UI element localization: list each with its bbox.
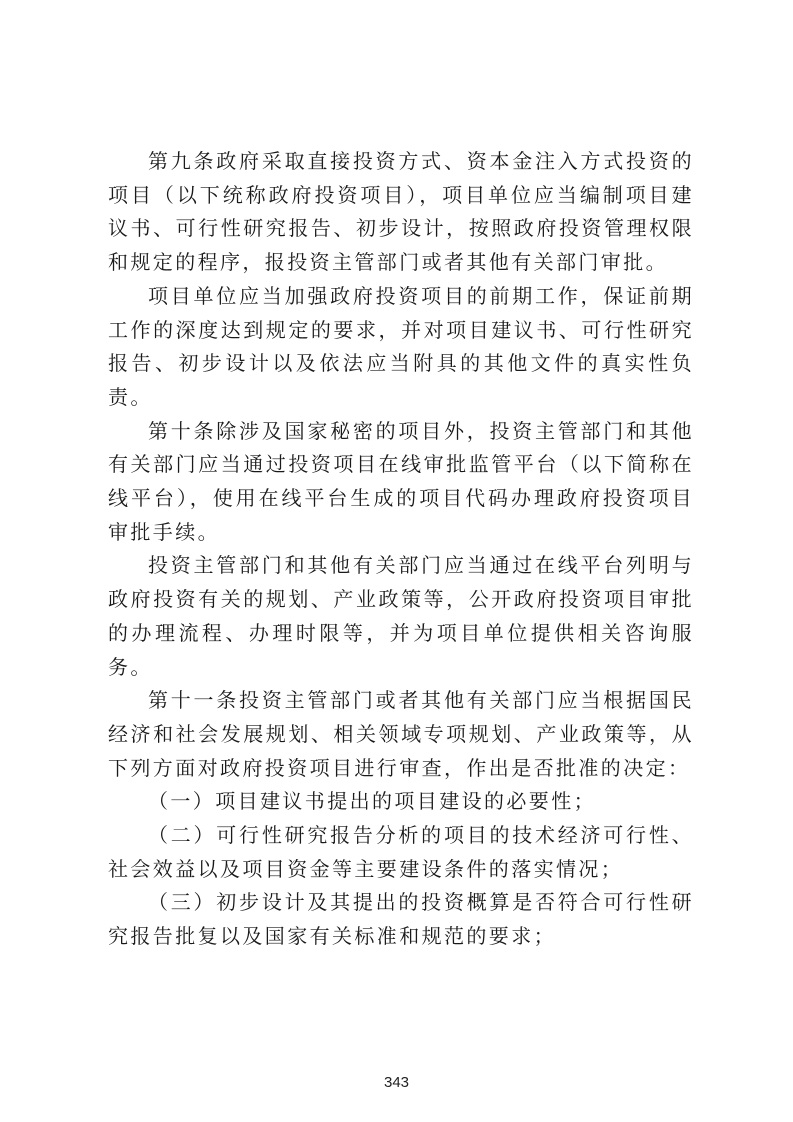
page-number: 343: [383, 1074, 410, 1091]
paragraph-article-11: 第十一条投资主管部门或者其他有关部门应当根据国民经济和社会发展规划、相关领域专项规划、产业政策等，从下列方面对政府投资项目进行审查，作出是否批准的决定：: [108, 688, 694, 780]
list-item-2: （二）可行性研究报告分析的项目的技术经济可行性、社会效益以及项目资金等主要建设条件的落实情况；: [108, 823, 694, 881]
paragraph-article-10: 第十条除涉及国家秘密的项目外，投资主管部门和其他有关部门应当通过投资项目在线审批监管平台（以下简称在线平台），使用在线平台生成的项目代码办理政府投资项目审批手续。: [108, 418, 694, 544]
paragraph-article-9: 第九条政府采取直接投资方式、资本金注入方式投资的项目（以下统称政府投资项目），项目单位应当编制项目建议书、可行性研究报告、初步设计，按照政府投资管理权限和规定的程序，报投资主管部门或者其他有关部门审批。: [108, 149, 694, 275]
list-item-3: （三）初步设计及其提出的投资概算是否符合可行性研究报告批复以及国家有关标准和规范的要求；: [108, 890, 694, 949]
paragraph-article-9-cont: 项目单位应当加强政府投资项目的前期工作，保证前期工作的深度达到规定的要求，并对项目建议书、可行性研究报告、初步设计以及依法应当附具的其他文件的真实性负责。: [108, 283, 694, 409]
list-item-1: （一）项目建议书提出的项目建设的必要性；: [148, 789, 596, 814]
body-text: [108, 145, 694, 954]
paragraph-article-10-cont: 投资主管部门和其他有关部门应当通过在线平台列明与政府投资有关的规划、产业政策等，公开政府投资项目审批的办理流程、办理时限等，并为项目单位提供相关咨询服务。: [108, 553, 694, 679]
